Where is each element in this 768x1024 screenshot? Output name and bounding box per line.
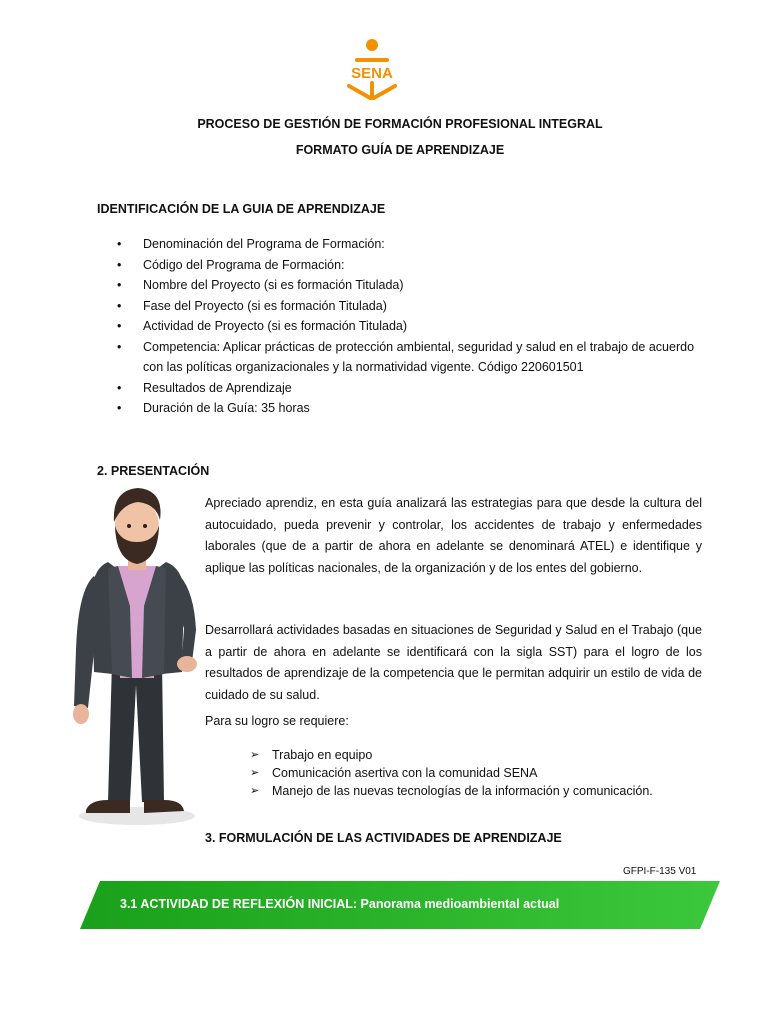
- list-item: • Nombre del Proyecto (si es formación Titulada): [117, 278, 404, 292]
- section-3-title: 3. FORMULACIÓN DE LAS ACTIVIDADES DE APRENDIZAJE: [205, 831, 562, 845]
- arrow-bullet-icon: ➢: [250, 749, 260, 761]
- arrow-bullet-icon: ➢: [250, 785, 260, 797]
- arrow-bullet-icon: ➢: [250, 767, 260, 779]
- list-item: ➢ Trabajo en equipo: [250, 748, 373, 762]
- list-item: • Código del Programa de Formación:: [117, 257, 345, 272]
- requirements-intro: Para su logro se requiere:: [205, 714, 349, 728]
- list-item: ➢ Comunicación asertiva con la comunidad SENA: [250, 766, 538, 780]
- format-title: FORMATO GUÍA DE APRENDIZAJE: [295, 143, 505, 157]
- list-item: • Actividad de Proyecto (si es formación Titulada): [117, 319, 408, 333]
- list-item: ➢ Manejo de las nuevas tecnologías de la información y comunicación.: [250, 784, 653, 798]
- list-item: • Competencia: Aplicar prácticas de protección ambiental, seguridad y salud en el trabajo de acuerdo con las políticas organizacionales y la normatividad vigente. Código 220601501: [117, 339, 695, 374]
- activity-banner-title: 3.1 ACTIVIDAD DE REFLEXIÓN INICIAL: Panorama medioambiental actual: [120, 897, 560, 911]
- presentation-title: 2. PRESENTACIÓN: [97, 464, 210, 478]
- process-title: PROCESO DE GESTIÓN DE FORMACIÓN PROFESIONAL INTEGRAL: [197, 117, 603, 131]
- man-illustration: [72, 480, 202, 830]
- presentation-paragraph-2: Desarrollará actividades basadas en situaciones de Seguridad y Salud en el Trabajo (que a partir de ahora en adelante se identificará con la sigla SST) para el logro de los resultados de aprendizaje de la competencia que le permitan adquirir un estilo de vida de cuidado de su salud.: [205, 623, 702, 702]
- list-item: • Denominación del Programa de Formación:: [117, 237, 385, 251]
- identification-list: [117, 234, 707, 419]
- list-item: • Duración de la Guía: 35 horas: [117, 401, 310, 415]
- activity-banner: [80, 881, 720, 929]
- presentation-paragraph-1: Apreciado aprendiz, en esta guía analizará las estrategias para que desde la cultura del autocuidado, pueda prevenir y controlar, los accidentes de trabajo y enfermedades laborales (que de a partir de ahora en adelante se denominará ATEL) e identifique y aplique las políticas nacionales, de la organización y de los entes del gobierno.: [205, 496, 702, 575]
- list-item: • Fase del Proyecto (si es formación Titulada): [117, 298, 387, 313]
- document-code: GFPI-F-135 V01: [623, 866, 697, 877]
- requirements-list: [250, 746, 653, 800]
- logo-text: SENA: [351, 65, 393, 82]
- identification-title: IDENTIFICACIÓN DE LA GUIA DE APRENDIZAJE: [97, 202, 386, 216]
- sena-logo: [343, 38, 401, 100]
- list-item: • Resultados de Aprendizaje: [117, 380, 292, 395]
